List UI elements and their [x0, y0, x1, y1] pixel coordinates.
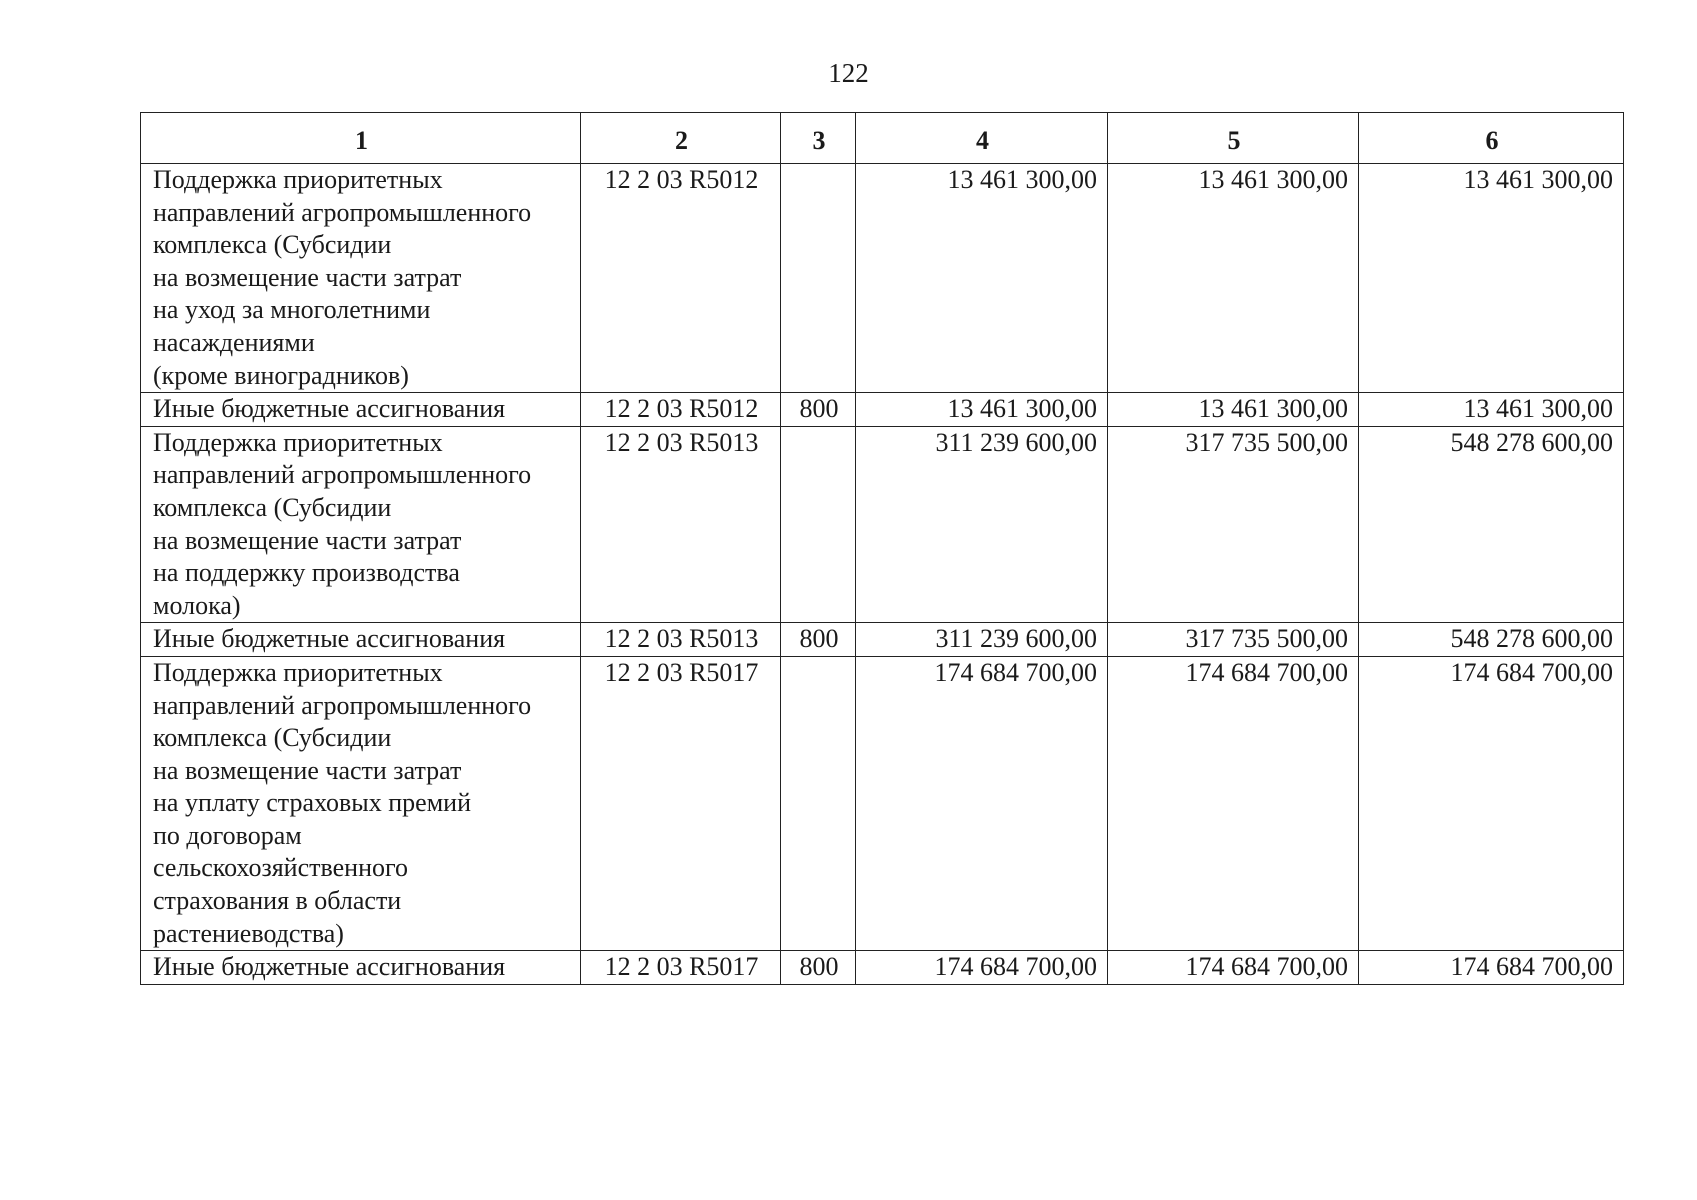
table-row [141, 951, 1624, 985]
item-name: Поддержка приоритетных направлений агропромышленного комплекса (Субсидии на возмещение части затрат на уплату страховых премий по договорам сельскохозяйственного страхования в области растениеводства) [141, 656, 581, 950]
classification-code: 12 2 03 R5017 [581, 656, 781, 950]
amount-col-5: 317 735 500,00 [1108, 426, 1359, 623]
item-name: Поддержка приоритетных направлений агропромышленного комплекса (Субсидии на возмещение части затрат на уход за многолетними насаждениями (кроме виноградников) [141, 164, 581, 393]
amount-col-5: 317 735 500,00 [1108, 623, 1359, 657]
item-name: Иные бюджетные ассигнования [141, 393, 581, 427]
table-header-row [141, 113, 1624, 164]
expense-type: 800 [781, 623, 856, 657]
column-header: 2 [581, 113, 781, 164]
expense-type [781, 426, 856, 623]
column-header: 4 [856, 113, 1108, 164]
expense-type [781, 656, 856, 950]
table-row [141, 164, 1624, 393]
amount-col-6: 13 461 300,00 [1359, 393, 1624, 427]
page-number: 122 [828, 58, 869, 88]
column-header: 6 [1359, 113, 1624, 164]
table-row [141, 656, 1624, 950]
classification-code: 12 2 03 R5017 [581, 951, 781, 985]
table-row [141, 393, 1624, 427]
table-row [141, 426, 1624, 623]
column-header: 1 [141, 113, 581, 164]
item-name: Поддержка приоритетных направлений агропромышленного комплекса (Субсидии на возмещение части затрат на поддержку производства молока) [141, 426, 581, 623]
classification-code: 12 2 03 R5012 [581, 164, 781, 393]
amount-col-4: 13 461 300,00 [856, 164, 1108, 393]
expense-type: 800 [781, 393, 856, 427]
budget-table [140, 112, 1624, 985]
item-name: Иные бюджетные ассигнования [141, 623, 581, 657]
amount-col-4: 174 684 700,00 [856, 656, 1108, 950]
column-header: 3 [781, 113, 856, 164]
amount-col-4: 174 684 700,00 [856, 951, 1108, 985]
amount-col-6: 548 278 600,00 [1359, 623, 1624, 657]
amount-col-4: 311 239 600,00 [856, 426, 1108, 623]
column-header: 5 [1108, 113, 1359, 164]
amount-col-6: 174 684 700,00 [1359, 656, 1624, 950]
classification-code: 12 2 03 R5013 [581, 426, 781, 623]
table-row [141, 623, 1624, 657]
expense-type: 800 [781, 951, 856, 985]
amount-col-5: 13 461 300,00 [1108, 393, 1359, 427]
amount-col-4: 13 461 300,00 [856, 393, 1108, 427]
amount-col-5: 174 684 700,00 [1108, 656, 1359, 950]
amount-col-6: 548 278 600,00 [1359, 426, 1624, 623]
classification-code: 12 2 03 R5013 [581, 623, 781, 657]
expense-type [781, 164, 856, 393]
item-name: Иные бюджетные ассигнования [141, 951, 581, 985]
amount-col-6: 13 461 300,00 [1359, 164, 1624, 393]
amount-col-5: 13 461 300,00 [1108, 164, 1359, 393]
amount-col-5: 174 684 700,00 [1108, 951, 1359, 985]
amount-col-6: 174 684 700,00 [1359, 951, 1624, 985]
classification-code: 12 2 03 R5012 [581, 393, 781, 427]
amount-col-4: 311 239 600,00 [856, 623, 1108, 657]
